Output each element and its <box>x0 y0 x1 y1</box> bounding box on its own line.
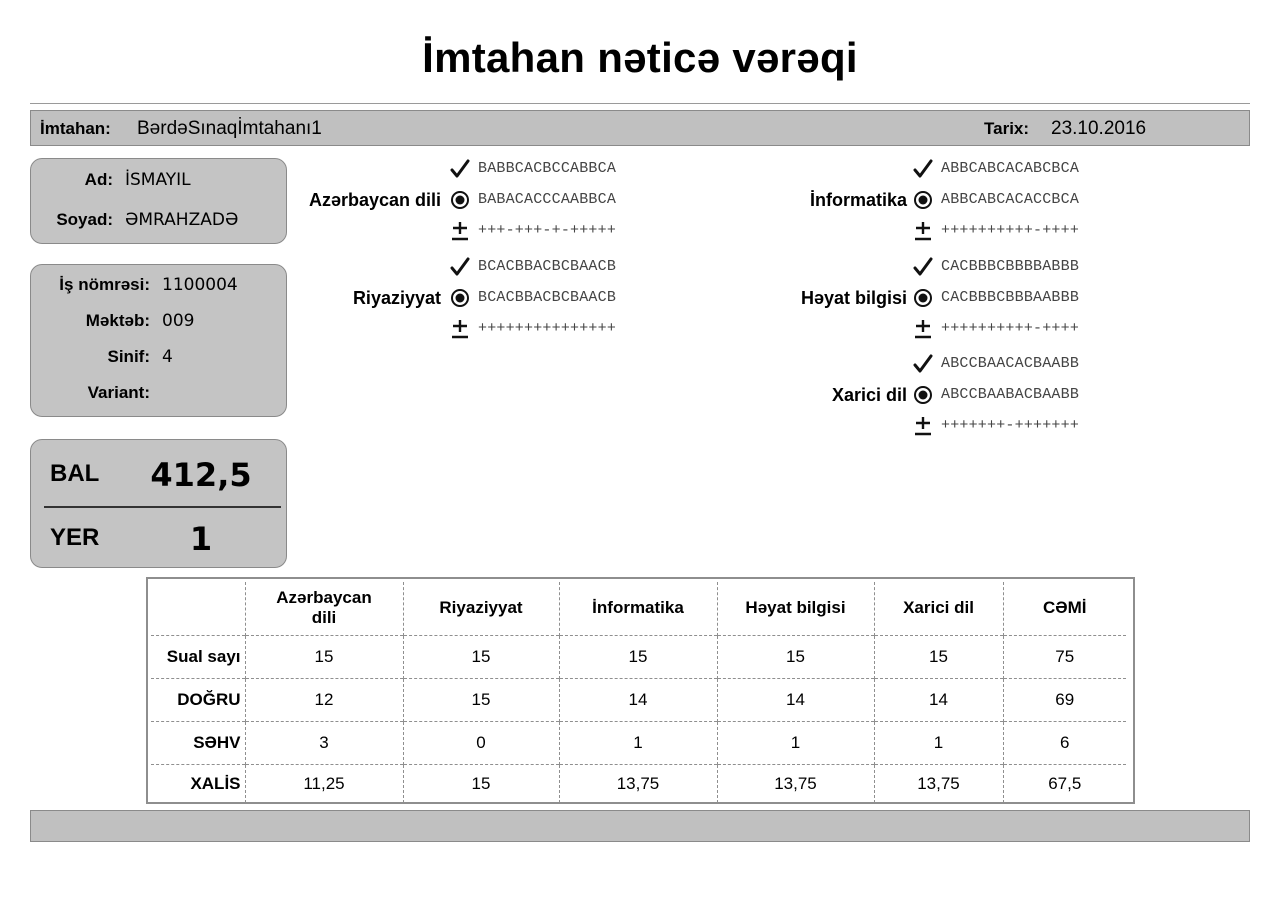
table-cell: 69 <box>1003 678 1126 721</box>
plus-minus-icon <box>450 220 470 242</box>
table-cell: 1 <box>559 721 717 764</box>
title-divider <box>30 103 1250 104</box>
table-cell: 13,75 <box>559 764 717 803</box>
first-name-value: İSMAYIL <box>125 170 191 190</box>
table-cell: 15 <box>717 635 874 678</box>
table-cell: 12 <box>245 678 403 721</box>
student-answer-code: CACBBBCBBBAABBB <box>941 289 1080 306</box>
column-header: CƏMİ <box>1003 582 1126 635</box>
radio-target-icon <box>913 384 933 406</box>
result-code: ++++++++++-++++ <box>941 222 1080 239</box>
table-corner-cell <box>151 582 245 635</box>
checkmark-icon <box>913 158 933 180</box>
table-header-row <box>151 582 1126 635</box>
table-cell: 3 <box>245 721 403 764</box>
subject-name: Azərbaycan dili <box>308 190 441 210</box>
score-card <box>30 439 287 568</box>
result-code: +++-+++-+-+++++ <box>478 222 617 239</box>
plus-minus-icon <box>913 415 933 437</box>
subject-name: Həyat bilgisi <box>800 288 907 308</box>
table-cell: 6 <box>1003 721 1126 764</box>
row-header: DOĞRU <box>151 678 245 721</box>
work-number-label: İş nömrəsi: <box>59 275 150 294</box>
rank-label: YER <box>50 524 100 551</box>
table-row <box>151 635 1126 678</box>
variant-label: Variant: <box>87 383 150 402</box>
summary-table <box>151 582 1126 803</box>
table-row <box>151 764 1126 803</box>
table-row <box>151 678 1126 721</box>
table-cell: 75 <box>1003 635 1126 678</box>
column-header: İnformatika <box>559 582 717 635</box>
row-header: Sual sayı <box>151 635 245 678</box>
table-cell: 14 <box>874 678 1003 721</box>
table-cell: 67,5 <box>1003 764 1126 803</box>
exam-header-bar <box>30 110 1250 146</box>
table-cell: 15 <box>245 635 403 678</box>
table-cell: 14 <box>559 678 717 721</box>
answer-key-code: ABCCBAACACBAABB <box>941 355 1080 372</box>
table-cell: 15 <box>559 635 717 678</box>
row-header: SƏHV <box>151 721 245 764</box>
student-answer-code: ABBCABCACACCBCA <box>941 191 1080 208</box>
result-code: +++++++++++++++ <box>478 320 617 337</box>
class-value: 4 <box>162 347 173 367</box>
score-label: BAL <box>50 460 100 487</box>
checkmark-icon <box>450 256 470 278</box>
school-value: 009 <box>162 311 195 331</box>
column-header: Riyaziyyat <box>403 582 559 635</box>
school-label: Məktəb: <box>85 311 150 330</box>
checkmark-icon <box>450 158 470 180</box>
table-cell: 1 <box>717 721 874 764</box>
column-header: Xarici dil <box>874 582 1003 635</box>
radio-target-icon <box>913 189 933 211</box>
first-name-label: Ad: <box>84 170 113 189</box>
student-name-card <box>30 158 287 244</box>
plus-minus-icon <box>913 318 933 340</box>
subject-name: Riyaziyyat <box>352 288 441 308</box>
column-header: Azərbaycan dili <box>245 582 403 635</box>
student-answer-code: ABCCBAABACBAABB <box>941 386 1080 403</box>
table-cell: 15 <box>403 678 559 721</box>
table-row <box>151 721 1126 764</box>
row-header: XALİS <box>151 764 245 803</box>
result-code: +++++++-+++++++ <box>941 417 1080 434</box>
student-info-card <box>30 264 287 417</box>
work-number-value: 1100004 <box>162 275 238 295</box>
last-name-label: Soyad: <box>56 210 113 229</box>
table-cell: 15 <box>874 635 1003 678</box>
result-code: ++++++++++-++++ <box>941 320 1080 337</box>
answer-key-code: BCACBBACBCBAACB <box>478 258 617 275</box>
table-cell: 1 <box>874 721 1003 764</box>
table-cell: 15 <box>403 764 559 803</box>
plus-minus-icon <box>913 220 933 242</box>
answer-key-code: BABBCACBCCABBCA <box>478 160 617 177</box>
table-cell: 15 <box>403 635 559 678</box>
footer-bar <box>30 810 1250 842</box>
checkmark-icon <box>913 256 933 278</box>
score-divider <box>44 506 281 508</box>
column-header: Həyat bilgisi <box>717 582 874 635</box>
rank-value: 1 <box>189 520 213 558</box>
table-cell: 13,75 <box>874 764 1003 803</box>
exam-label: İmtahan: <box>40 119 111 138</box>
last-name-value: ƏMRAHZADƏ <box>125 210 239 230</box>
page-title: İmtahan nəticə vərəqi <box>422 34 858 81</box>
table-cell: 13,75 <box>717 764 874 803</box>
student-answer-code: BABACACCCAABBCA <box>478 191 617 208</box>
score-value: 412,5 <box>150 456 252 494</box>
radio-target-icon <box>913 287 933 309</box>
summary-table-frame <box>146 577 1135 804</box>
checkmark-icon <box>913 353 933 375</box>
subject-name: Xarici dil <box>831 385 907 405</box>
plus-minus-icon <box>450 318 470 340</box>
answer-key-code: ABBCABCACABCBCA <box>941 160 1080 177</box>
date-label: Tarix: <box>984 119 1030 138</box>
answer-key-code: CACBBBCBBBBABBB <box>941 258 1080 275</box>
radio-target-icon <box>450 189 470 211</box>
class-label: Sinif: <box>107 347 150 366</box>
exam-date: 23.10.2016 <box>1051 118 1147 139</box>
student-answer-code: BCACBBACBCBAACB <box>478 289 617 306</box>
subject-name: İnformatika <box>809 190 907 210</box>
table-cell: 0 <box>403 721 559 764</box>
radio-target-icon <box>450 287 470 309</box>
table-cell: 11,25 <box>245 764 403 803</box>
table-cell: 14 <box>717 678 874 721</box>
exam-name: BərdəSınaqİmtahanı1 <box>137 118 322 139</box>
